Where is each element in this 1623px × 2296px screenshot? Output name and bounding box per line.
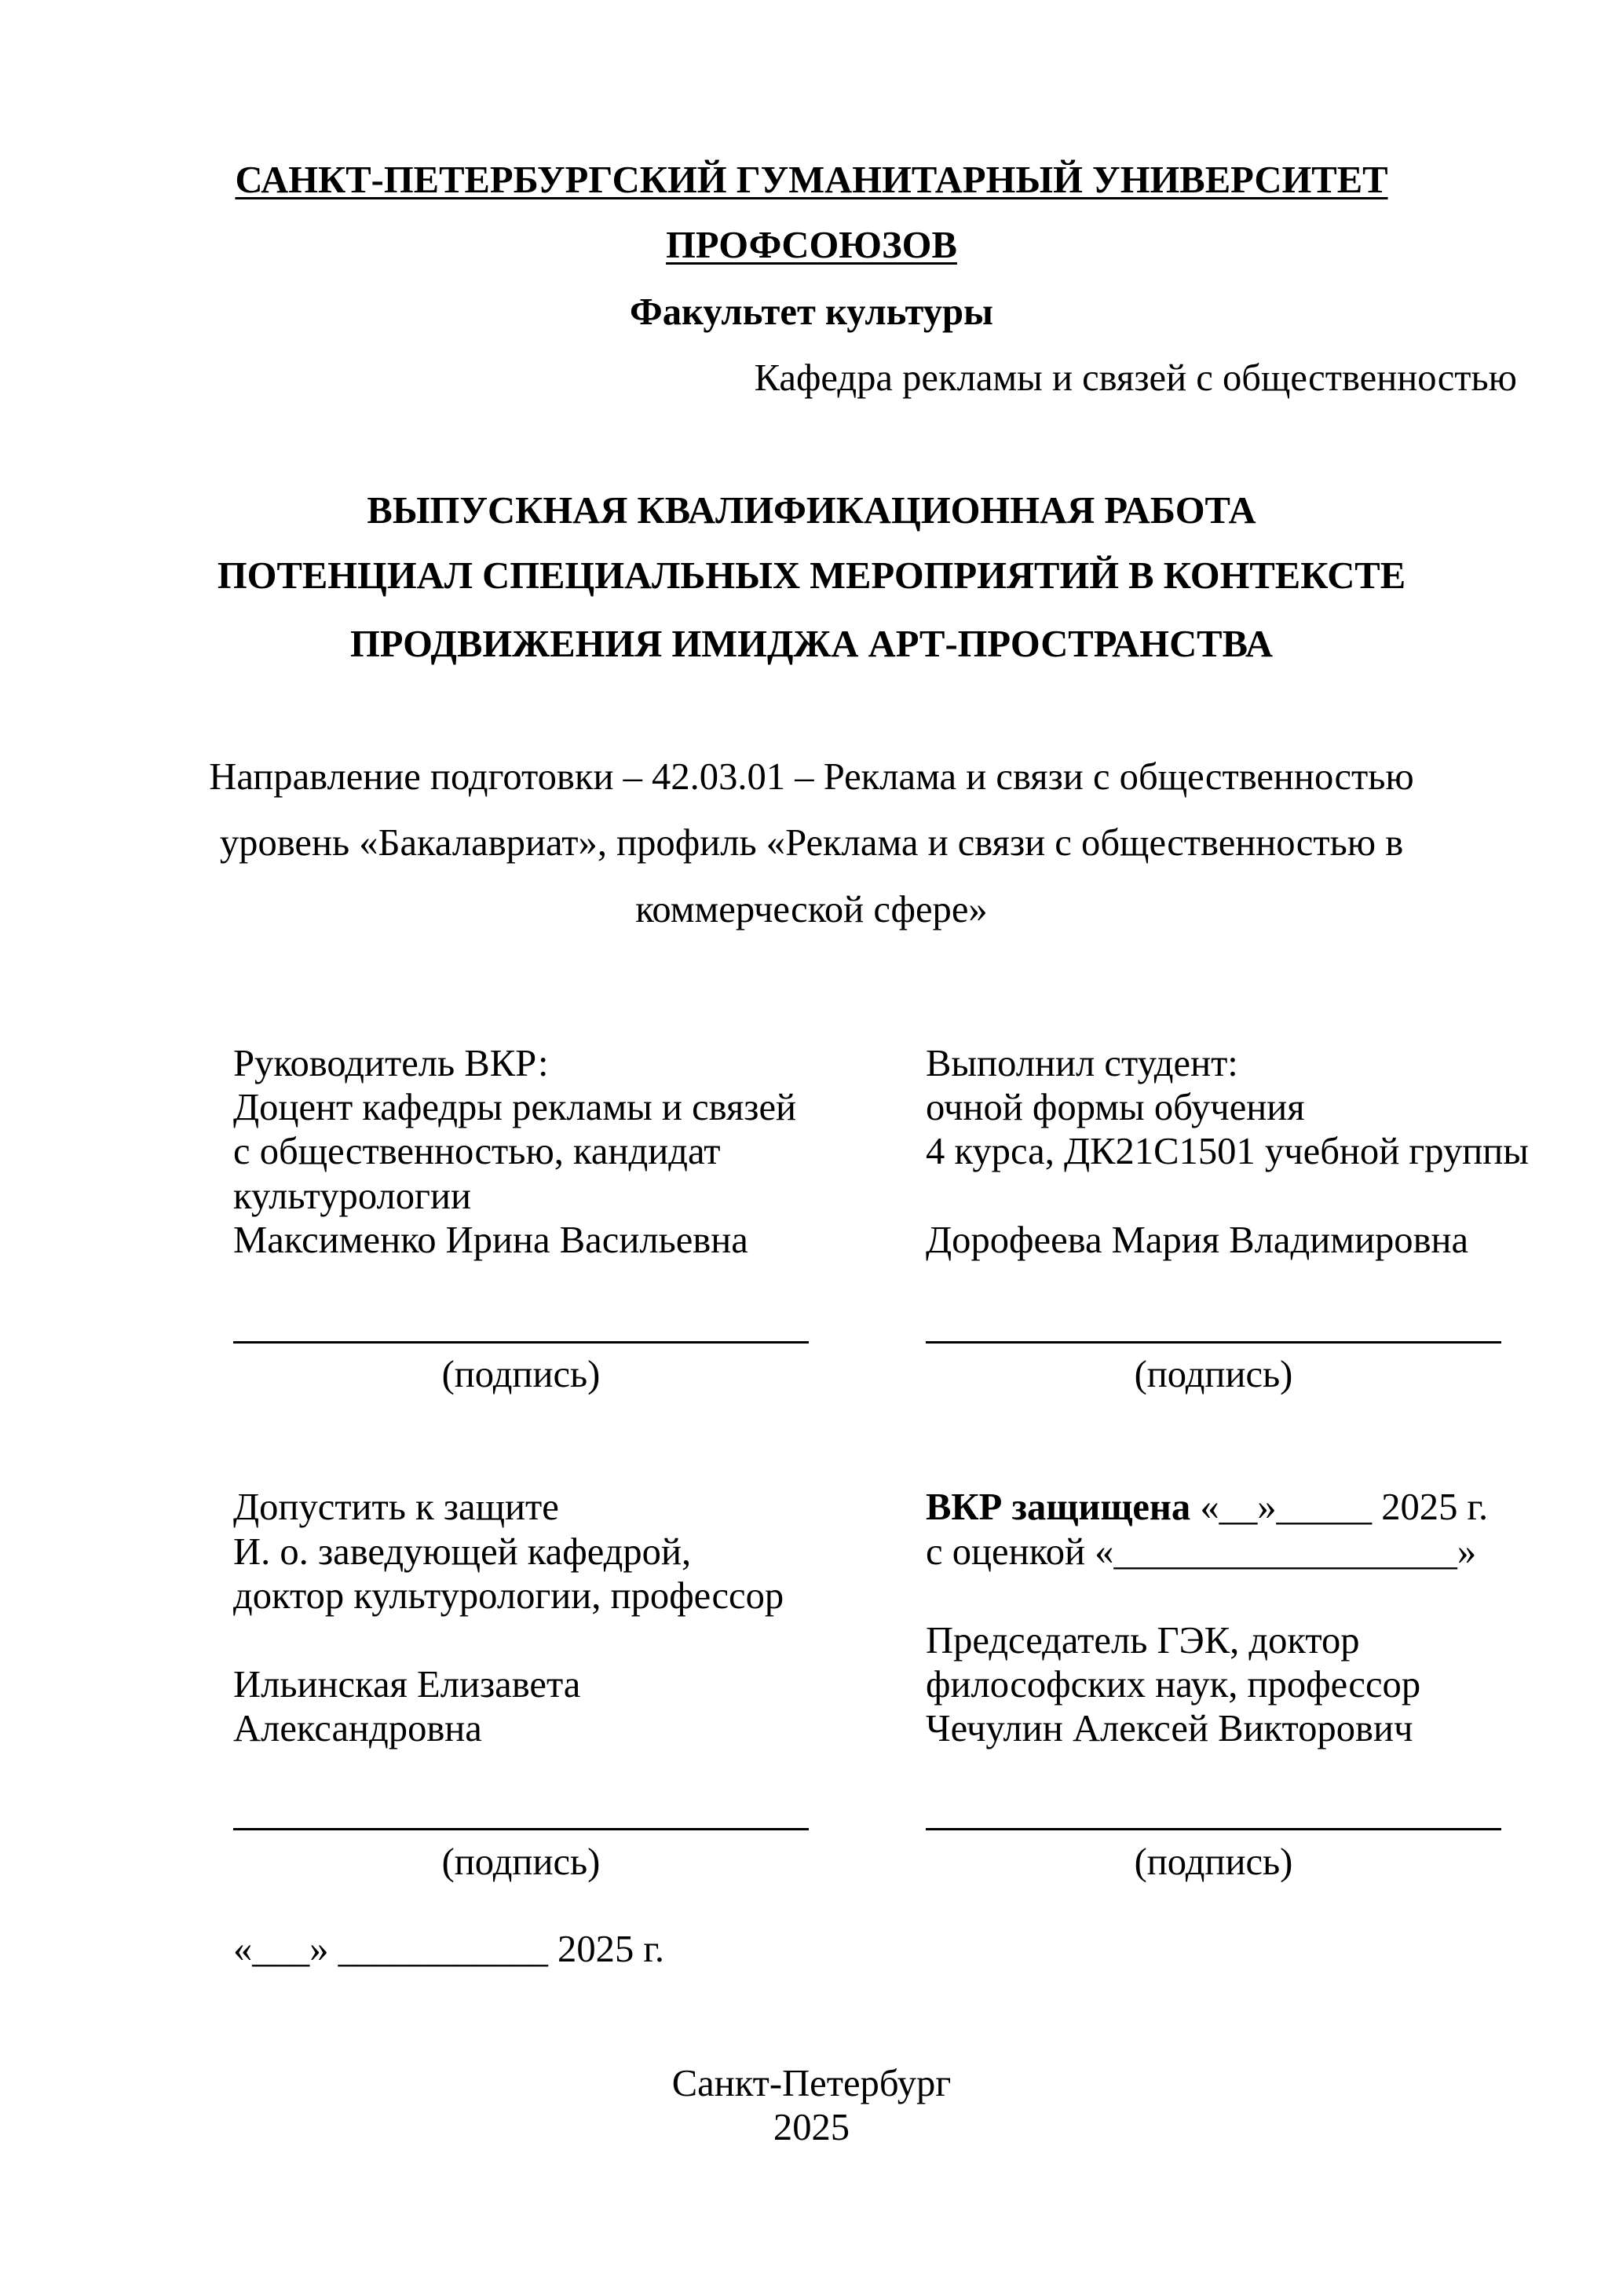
chair-signature-caption: (подпись) (1134, 1841, 1293, 1883)
student-info: 4 курса, ДК21С1501 учебной группы (926, 1130, 1529, 1172)
admission-signature-caption: (подпись) (441, 1841, 601, 1883)
defense-status (926, 1485, 1488, 1529)
student-signature-caption: (подпись) (1134, 1353, 1293, 1395)
admission-name: Александровна (233, 1707, 482, 1749)
admission-position: И. о. заведующей кафедрой, (233, 1530, 692, 1573)
year: 2025 (773, 2106, 850, 2148)
faculty-name: Факультет культуры (630, 291, 993, 333)
direction-line2: уровень «Бакалавриат», профиль «Реклама и связи с общественностью в (219, 821, 1404, 864)
supervisor-name: Максименко Ирина Васильевна (233, 1219, 748, 1261)
admission-signature-line (233, 1828, 809, 1830)
work-type: ВЫПУСКНАЯ КВАЛИФИКАЦИОННАЯ РАБОТА (367, 489, 1256, 532)
topic-line2: ПРОДВИЖЕНИЯ ИМИДЖА АРТ-ПРОСТРАНСТВА (349, 623, 1274, 665)
defense-label: ВКР защищена (926, 1486, 1191, 1528)
supervisor-position: культурологии (233, 1175, 471, 1217)
supervisor-signature-line (233, 1341, 809, 1344)
university-name-line2: ПРОФСОЮЗОВ (666, 224, 957, 266)
admission-date: «___» ___________ 2025 г. (233, 1928, 664, 1970)
defense-grade: с оценкой «__________________» (926, 1530, 1477, 1573)
defense-date: «__»_____ 2025 г. (1190, 1486, 1489, 1528)
supervisor-signature-caption: (подпись) (441, 1353, 601, 1395)
student-label: Выполнил студент: (926, 1042, 1238, 1084)
direction-line1: Направление подготовки – 42.03.01 – Реклама и связи с общественностью (209, 755, 1414, 798)
supervisor-position: Доцент кафедры рекламы и связей (233, 1086, 797, 1128)
chair-name: Чечулин Алексей Викторович (926, 1707, 1413, 1749)
city: Санкт-Петербург (671, 2062, 952, 2104)
admission-name: Ильинская Елизавета (233, 1663, 581, 1706)
chair-position: философских наук, профессор (926, 1663, 1421, 1706)
student-signature-line (926, 1341, 1501, 1344)
supervisor-label: Руководитель ВКР: (233, 1042, 549, 1084)
department-name: Кафедра рекламы и связей с общественностью (754, 356, 1517, 399)
university-name-line1: САНКТ-ПЕТЕРБУРГСКИЙ ГУМАНИТАРНЫЙ УНИВЕРСИТЕТ (235, 159, 1388, 201)
direction-line3: коммерческой сфере» (635, 888, 988, 930)
supervisor-position: с общественностью, кандидат (233, 1130, 721, 1172)
student-name: Дорофеева Мария Владимировна (926, 1219, 1469, 1261)
student-info: очной формы обучения (926, 1086, 1305, 1128)
chair-position: Председатель ГЭК, доктор (926, 1619, 1360, 1662)
topic-line1: ПОТЕНЦИАЛ СПЕЦИАЛЬНЫХ МЕРОПРИЯТИЙ В КОНТЕКСТЕ (217, 554, 1406, 597)
chair-signature-line (926, 1828, 1501, 1830)
admission-position: доктор культурологии, профессор (233, 1574, 784, 1617)
admission-label: Допустить к защите (233, 1486, 559, 1528)
